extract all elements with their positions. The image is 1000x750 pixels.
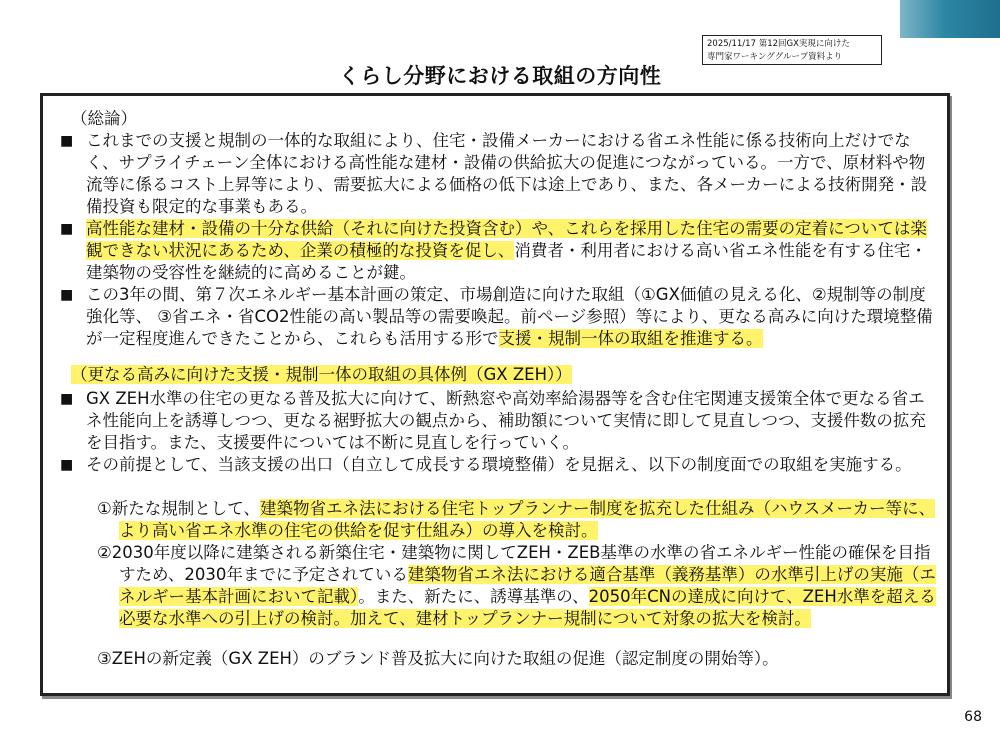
- bullet-item: [60, 388, 940, 454]
- bullet-item: [60, 454, 940, 476]
- sub-item-text: [97, 648, 939, 670]
- text-segment: ③ZEHの新定義（GX ZEH）のブランド普及拡大に向けた取組の促進（認定制度の開始等）。: [97, 649, 779, 668]
- header-accent-bar: [900, 0, 1000, 38]
- text-segment: その前提として、当該支援の出口（自立して成長する環境整備）を見据え、以下の制度面での取組を実施する。: [86, 455, 912, 474]
- highlighted-text: 建築物省エネ法における適合基準（義務基準）の水準引上げの実施（エネルギー基本計画において記載）: [119, 565, 936, 606]
- highlighted-text: 2050年CNの達成に向けて、ZEH水準を超える必要な水準への引上げの検討。加えて、建材トップランナー規制について対象の拡大を検討。: [119, 587, 936, 628]
- bullet-text: [86, 218, 940, 284]
- bullet-marker: ■: [60, 391, 74, 407]
- bullet-marker: ■: [60, 457, 74, 473]
- text-segment: ②2030年度以降に建築される新築住宅・建築物に関してZEH・ZEB基準の水準の省エネルギー性能の確保を目指すため、2030年までに予定されている: [97, 543, 931, 584]
- page-number: 68: [964, 709, 982, 725]
- bullet-item: [60, 218, 940, 284]
- bullet-marker: ■: [60, 221, 74, 237]
- bullet-item: [60, 130, 940, 218]
- sub-item: [97, 648, 939, 670]
- bullet-text: [86, 284, 940, 350]
- bullet-marker: ■: [60, 133, 74, 149]
- bullet-marker: ■: [60, 287, 74, 303]
- bullet-text: [86, 130, 940, 218]
- content-frame: [40, 93, 950, 696]
- text-segment: これまでの支援と規制の一体的な取組により、住宅・設備メーカーにおける省エネ性能に係る技術向上だけでなく、サプライチェーン全体における高性能な建材・設備の供給拡大の促進につながっている。一方で、原材料や物流等に係るコスト上昇等により、需要拡大による価格の低下は途上であり、また、各メーカーによる技術開発・設備投資も限定的な事業もある。: [86, 131, 928, 216]
- text-segment: 消費者・利用者における高い省エネ性能を有する住宅・建築物の受容性を継続的に高めることが鍵。: [86, 241, 927, 282]
- bullet-text: [86, 388, 940, 454]
- section-heading-examples: [71, 364, 572, 386]
- sub-item-text: [97, 498, 939, 542]
- page-title: くらし分野における取組の方向性: [338, 64, 662, 88]
- source-note: 2025/11/17 第12回GX実現に向けた 専門家ワーキンググループ資料より: [702, 35, 882, 65]
- text-segment: ①新たな規制として、: [97, 499, 260, 518]
- highlighted-text: 高性能な建材・設備の十分な供給（それに向けた投資含む）や、これらを採用した住宅の需要の定着については楽観できない状況にあるため、企業の積極的な投資を促し、: [86, 219, 927, 260]
- sub-item: [97, 498, 939, 542]
- text-segment: GX ZEH水準の住宅の更なる普及拡大に向けて、断熱窓や高効率給湯器等を含む住宅関連支援策全体で更なる省エネ性能向上を誘導しつつ、更なる裾野拡大の観点から、補助額について実情に即して見直しつつ、支援件数の拡充を目指す。また、支援要件については不断に見直しを行っていく。: [86, 389, 926, 452]
- sub-item-text: [97, 542, 939, 630]
- section-heading-text: （更なる高みに向けた支援・規制一体の取組の具体例（GX ZEH））: [71, 365, 572, 384]
- highlighted-text: 支援・規制一体の取組を推進する。: [498, 329, 763, 348]
- bullet-text: [86, 454, 940, 476]
- sub-item: [97, 542, 939, 630]
- highlighted-text: 建築物省エネ法における住宅トップランナー制度を拡充した仕組み（ハウスメーカー等に、より高い省エネ水準の住宅の供給を促す仕組み）の導入を検討。: [119, 499, 936, 540]
- text-segment: 。また、新たに、誘導基準の、: [358, 587, 589, 606]
- text-segment: この3年の間、第７次エネルギー基本計画の策定、市場創造に向けた取組（①GX価値の見える化、②規制等の制度強化等、 ③省エネ・省CO2性能の高い製品等の需要喚起。前ページ参照）等により、更なる高みに向けた環境整備が一定程度進んできたことから、これらも活用する形で: [86, 285, 933, 348]
- section-heading-overview: （総論）: [71, 109, 137, 128]
- bullet-item: [60, 284, 940, 350]
